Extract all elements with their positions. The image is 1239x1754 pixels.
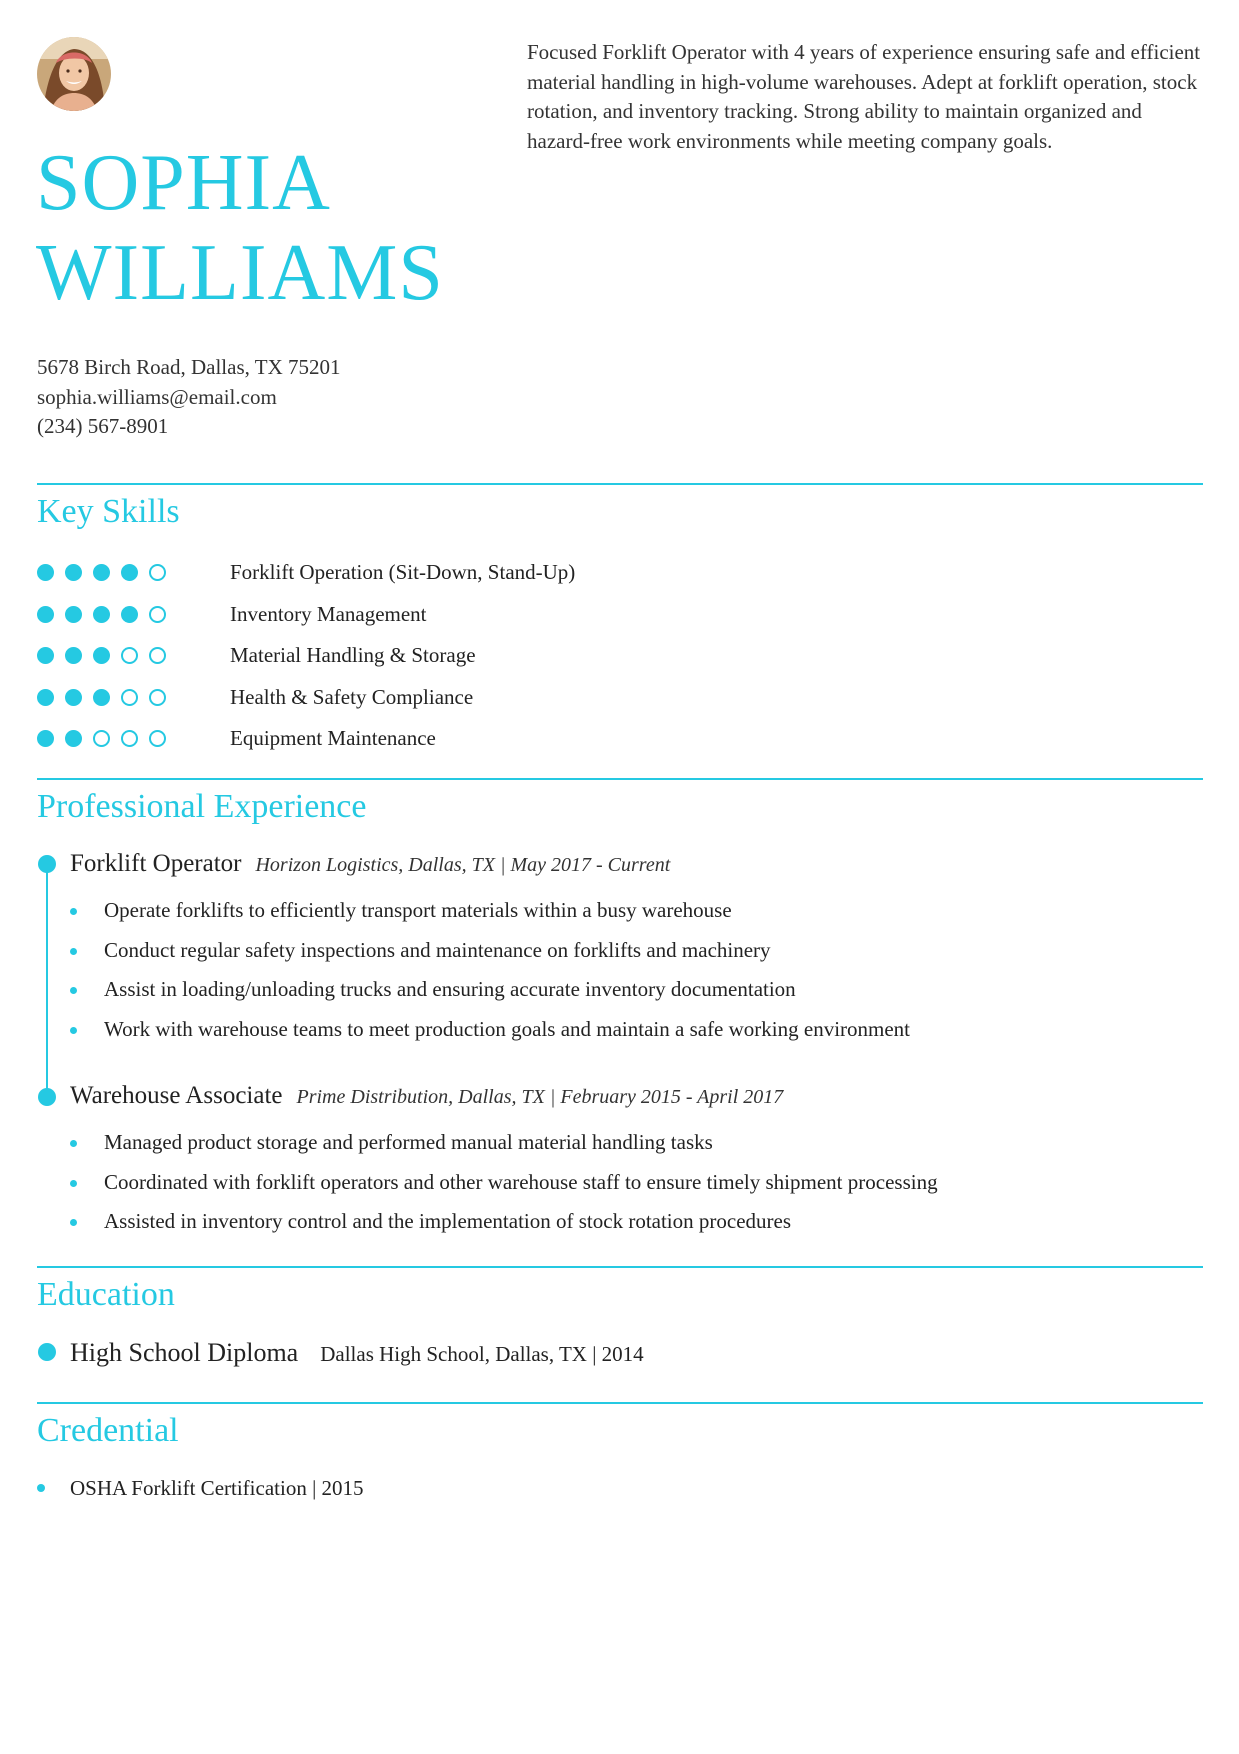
skill-label: Forklift Operation (Sit-Down, Stand-Up) xyxy=(230,560,576,585)
filled-dot-icon xyxy=(65,564,82,581)
empty-dot-icon xyxy=(149,647,166,664)
section-divider xyxy=(37,1402,1203,1404)
list-item: Coordinated with forklift operators and other warehouse staff to ensure timely shipment processing xyxy=(70,1163,1190,1203)
list-item: Work with warehouse teams to meet production goals and maintain a safe working environment xyxy=(70,1010,1190,1050)
profile-photo-icon xyxy=(37,37,111,111)
filled-dot-icon xyxy=(93,564,110,581)
empty-dot-icon xyxy=(149,564,166,581)
filled-dot-icon xyxy=(37,564,54,581)
empty-dot-icon xyxy=(121,647,138,664)
list-item: Conduct regular safety inspections and maintenance on forklifts and machinery xyxy=(70,931,1190,971)
contact-info xyxy=(37,353,341,442)
section-divider xyxy=(37,778,1203,780)
first-name: SOPHIA xyxy=(36,139,331,227)
filled-dot-icon xyxy=(65,689,82,706)
job-meta: Horizon Logistics, Dallas, TX | May 2017 - Current xyxy=(255,854,671,876)
job-marker xyxy=(38,1088,56,1106)
skill-label: Material Handling & Storage xyxy=(230,643,476,668)
skill-rating xyxy=(37,647,230,664)
candidate-name xyxy=(36,138,444,318)
education-heading: Education xyxy=(37,1276,175,1313)
skill-row xyxy=(37,677,837,719)
phone[interactable]: (234) 567-8901 xyxy=(37,414,169,438)
education-entry xyxy=(70,1338,644,1368)
empty-dot-icon xyxy=(121,689,138,706)
skill-label: Equipment Maintenance xyxy=(230,726,436,751)
school-meta: Dallas High School, Dallas, TX | 2014 xyxy=(320,1342,644,1366)
empty-dot-icon xyxy=(149,689,166,706)
section-divider xyxy=(37,1266,1203,1268)
job-title: Warehouse Associate xyxy=(70,1082,283,1109)
empty-dot-icon xyxy=(149,730,166,747)
degree: High School Diploma xyxy=(70,1338,299,1367)
list-item: Managed product storage and performed manual material handling tasks xyxy=(70,1123,1190,1163)
experience-heading: Professional Experience xyxy=(37,788,367,825)
address: 5678 Birch Road, Dallas, TX 75201 xyxy=(37,355,341,379)
job-bullets xyxy=(70,1123,1190,1242)
list-item: Operate forklifts to efficiently transport materials within a busy warehouse xyxy=(70,891,1190,931)
last-name: WILLIAMS xyxy=(36,229,444,317)
experience-timeline xyxy=(46,862,48,1094)
filled-dot-icon xyxy=(93,689,110,706)
job-marker xyxy=(38,855,56,873)
filled-dot-icon xyxy=(121,606,138,623)
skill-row xyxy=(37,635,837,677)
email[interactable]: sophia.williams@email.com xyxy=(37,384,277,409)
job-header xyxy=(70,850,670,878)
job-bullets xyxy=(70,891,1190,1049)
skill-label: Health & Safety Compliance xyxy=(230,684,474,709)
education-marker xyxy=(38,1343,56,1361)
job-meta: Prime Distribution, Dallas, TX | February 2015 - April 2017 xyxy=(296,1086,784,1108)
skill-rating xyxy=(37,689,230,706)
filled-dot-icon xyxy=(121,564,138,581)
credential-heading: Credential xyxy=(37,1412,179,1449)
filled-dot-icon xyxy=(37,606,54,623)
filled-dot-icon xyxy=(37,730,54,747)
section-divider xyxy=(37,483,1203,485)
skill-row xyxy=(37,552,837,594)
filled-dot-icon xyxy=(37,689,54,706)
job-title: Forklift Operator xyxy=(70,850,242,877)
skill-row xyxy=(37,718,837,760)
empty-dot-icon xyxy=(121,730,138,747)
avatar xyxy=(37,37,111,111)
list-item: Assist in loading/unloading trucks and ensuring accurate inventory documentation xyxy=(70,970,1190,1010)
list-item: Assisted in inventory control and the implementation of stock rotation procedures xyxy=(70,1202,1190,1242)
filled-dot-icon xyxy=(37,647,54,664)
filled-dot-icon xyxy=(65,730,82,747)
skills-heading: Key Skills xyxy=(37,493,180,530)
empty-dot-icon xyxy=(149,606,166,623)
filled-dot-icon xyxy=(93,606,110,623)
profile-summary: Focused Forklift Operator with 4 years of experience ensuring safe and efficient material handling in high-volume warehouses. Adept at forklift operation, stock rotation, and inventory tracking. Strong ability to maintain organized and hazard-free work environments while meeting company goals. xyxy=(527,40,1201,153)
job-header xyxy=(70,1082,783,1110)
filled-dot-icon xyxy=(65,606,82,623)
skill-rating xyxy=(37,564,230,581)
credential-item: OSHA Forklift Certification | 2015 xyxy=(37,1473,364,1503)
filled-dot-icon xyxy=(65,647,82,664)
skill-rating xyxy=(37,606,230,623)
filled-dot-icon xyxy=(93,647,110,664)
empty-dot-icon xyxy=(93,730,110,747)
skill-label: Inventory Management xyxy=(230,601,427,626)
skill-rating xyxy=(37,730,230,747)
skills-list xyxy=(37,552,837,760)
skill-row xyxy=(37,594,837,636)
